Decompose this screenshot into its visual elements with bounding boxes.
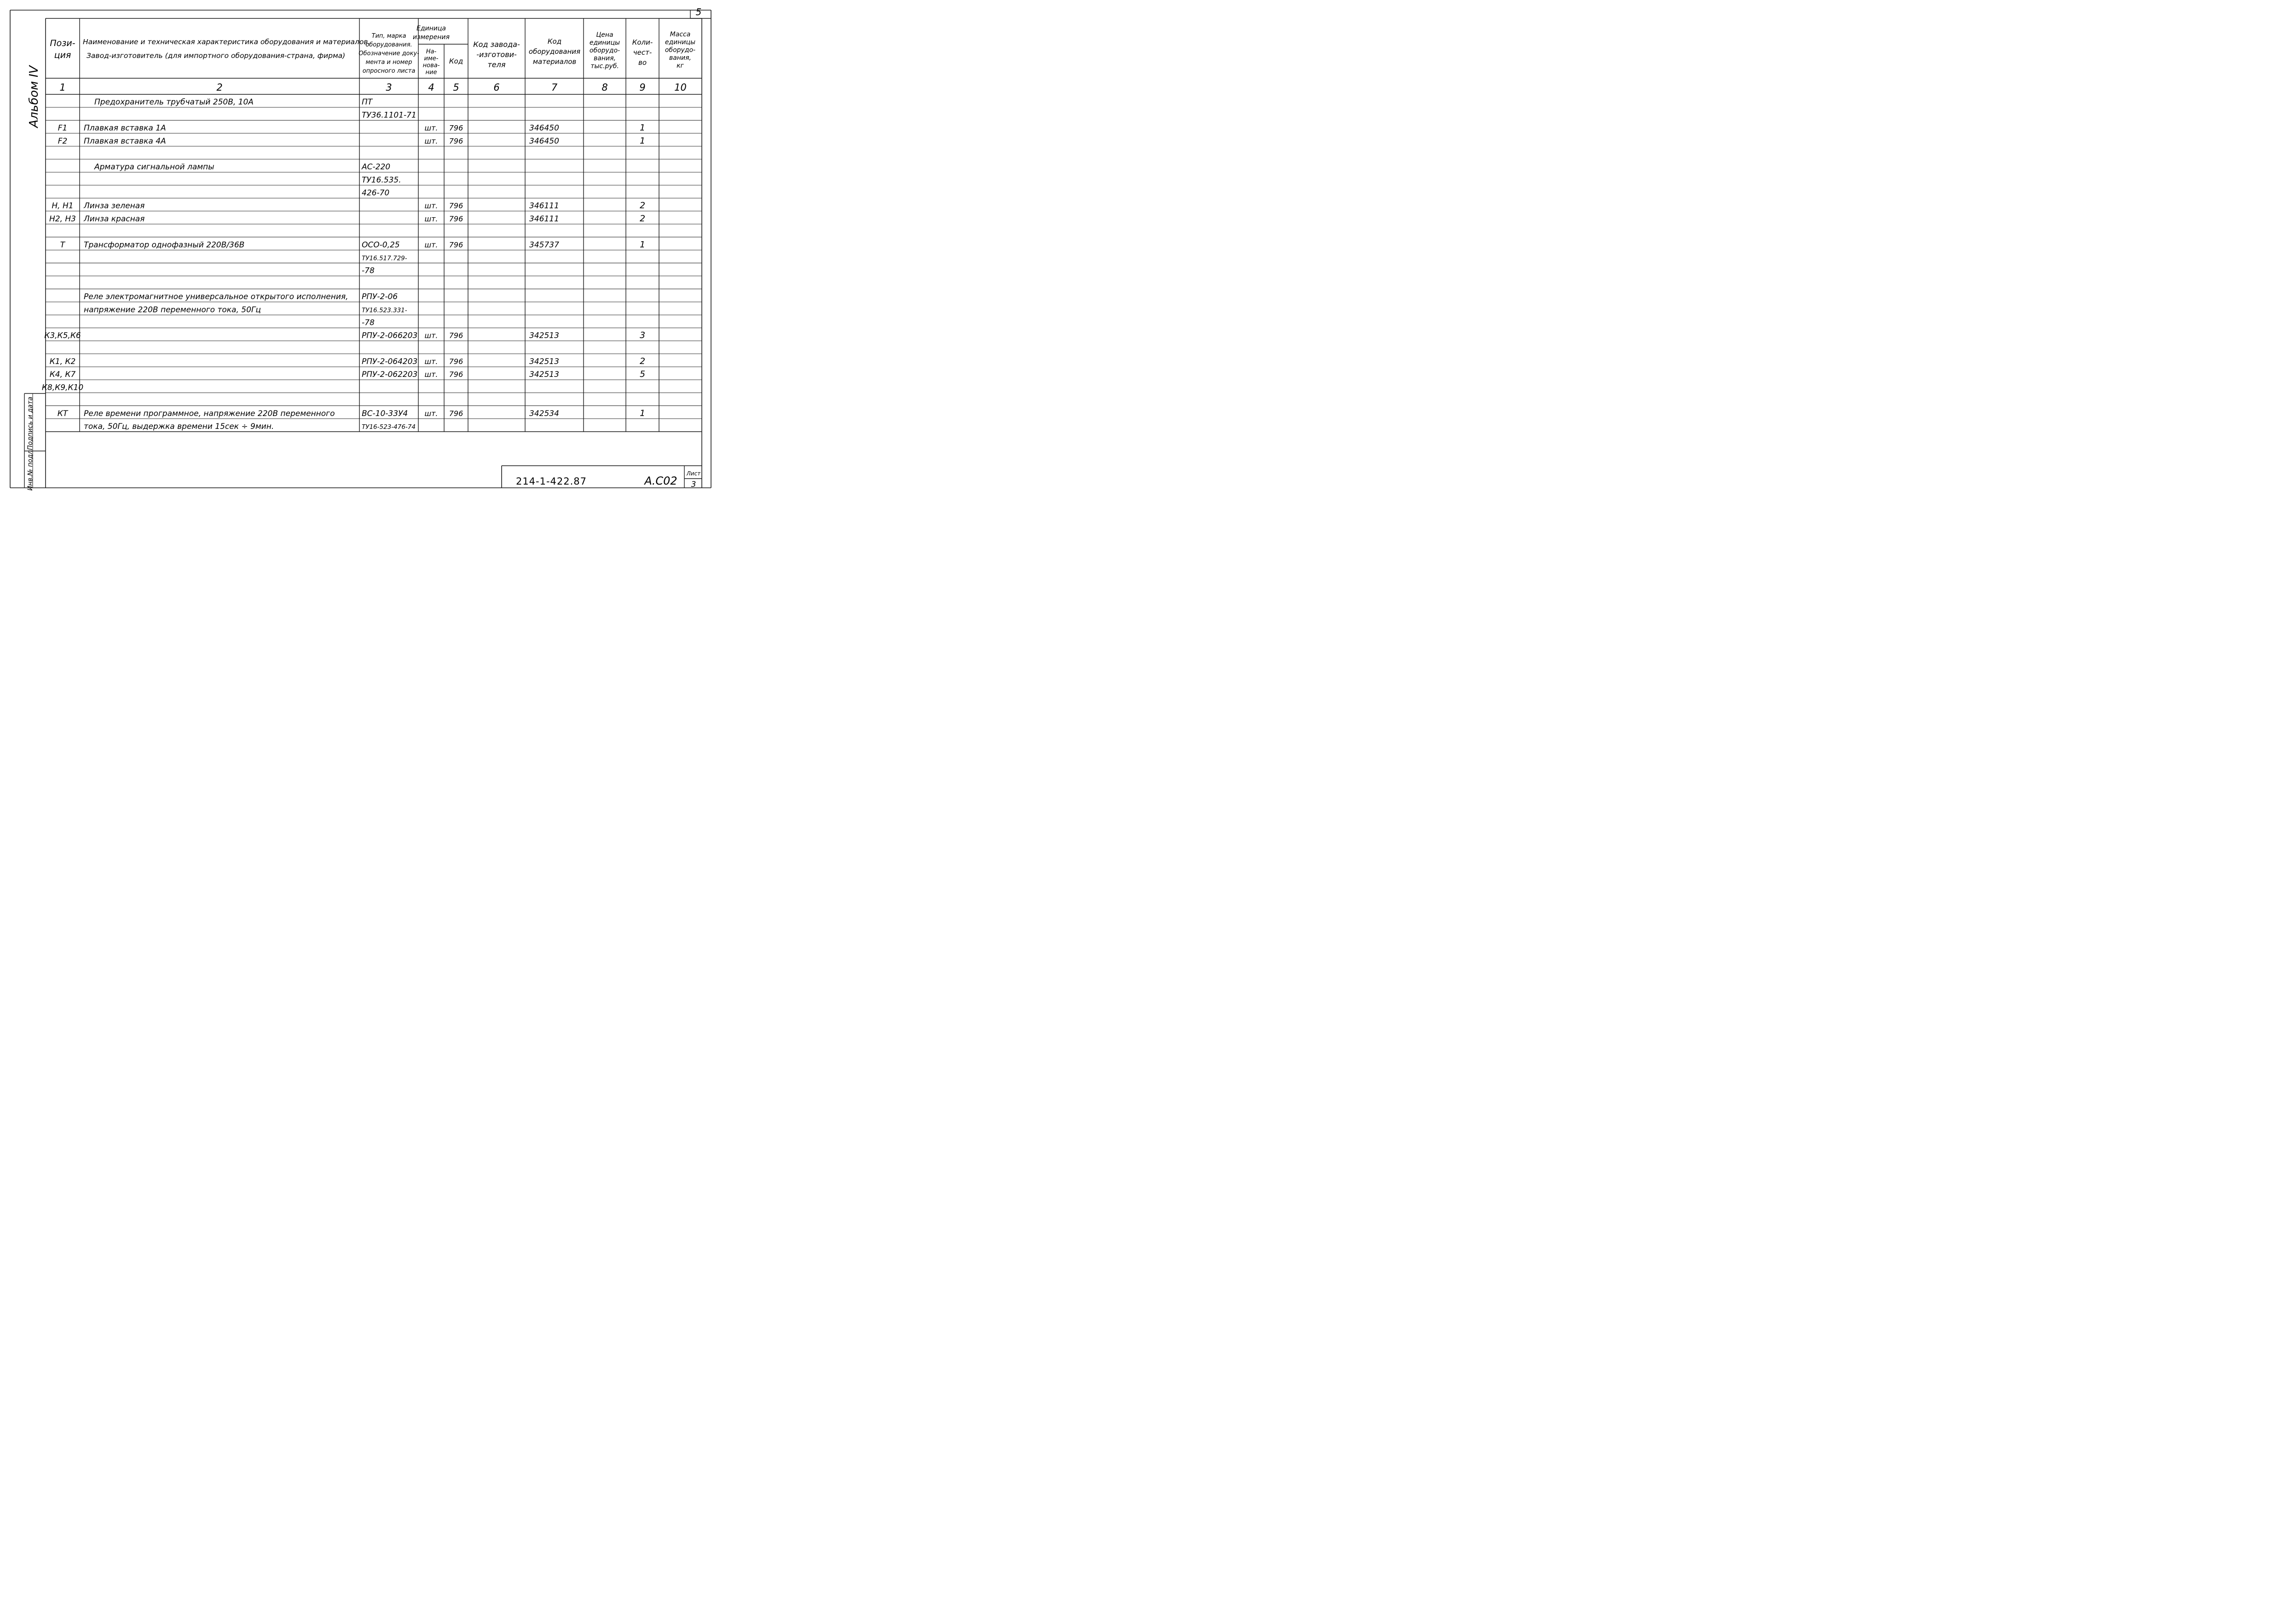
cell-equipment-code: 346450 <box>529 136 559 146</box>
cell-name: Трансформатор однофазный 220В/36В <box>84 240 245 250</box>
cell-unit-code: 796 <box>449 240 463 249</box>
header-type-line: Тип, марка <box>371 33 406 40</box>
table-row <box>42 383 83 392</box>
table-row <box>58 408 645 418</box>
cell-name: Предохранитель трубчатый 250В, 10А <box>94 98 254 107</box>
column-number: 8 <box>601 82 608 93</box>
column-number: 2 <box>216 82 223 93</box>
header-name-line: Завод-изготовитель (для импортного оборудования-страна, фирма) <box>87 52 346 60</box>
header-equipment-code-line: материалов <box>532 58 577 66</box>
cell-type: ВС-10-33У4 <box>362 409 408 418</box>
header-type-line: Обозначение доку- <box>359 50 419 57</box>
cell-equipment-code: 342513 <box>529 331 559 341</box>
cell-unit-code: 796 <box>449 214 463 223</box>
header-position-line: Пози- <box>50 38 75 48</box>
cell-position: К1, К2 <box>49 357 76 367</box>
cell-equipment-code: 346450 <box>529 123 559 133</box>
cell-unit: шт. <box>424 214 438 223</box>
table-row <box>60 239 645 249</box>
cell-quantity: 3 <box>639 330 646 341</box>
cell-position: К4, К7 <box>49 370 76 380</box>
cell-position: Т <box>60 240 65 250</box>
header-type-line: опросного листа <box>362 68 416 75</box>
header-mass-line: оборудо- <box>665 46 696 54</box>
column-number: 6 <box>493 82 500 93</box>
header-unit-name-line: ние <box>425 69 437 76</box>
cell-unit-code: 796 <box>449 201 463 210</box>
inventory-number-label: Инв.№ подл. <box>27 448 34 491</box>
cell-unit: шт. <box>424 409 438 418</box>
cell-name: напряжение 220В переменного тока, 50Гц <box>84 305 261 315</box>
table-row <box>49 214 645 224</box>
cell-unit-code: 796 <box>449 357 463 366</box>
cell-type: -78 <box>362 266 375 276</box>
header-unit-name-line: На- <box>426 48 437 55</box>
table-row <box>362 175 401 185</box>
column-number: 1 <box>59 82 66 93</box>
table-row <box>362 266 375 276</box>
cell-name: тока, 50Гц, выдержка времени 15сек ÷ 9мин. <box>84 422 274 431</box>
header-mass-line: вания, <box>669 54 691 62</box>
cell-quantity: 1 <box>639 135 646 146</box>
header-manufacturer-code-line: -изготови- <box>476 50 517 59</box>
header-quantity-line: во <box>638 58 647 67</box>
cell-unit: шт. <box>424 331 438 340</box>
cell-name: Плавкая вставка 4А <box>84 136 166 146</box>
table-row <box>52 201 645 211</box>
table-row <box>58 136 645 146</box>
table-row <box>50 356 645 366</box>
cell-type: РПУ-2-062203 <box>362 370 418 380</box>
header-unit-name-line: нова- <box>422 62 440 69</box>
header-name-line: Наименование и техническая характеристика оборудования и материалов. <box>83 38 370 46</box>
table-row <box>44 330 645 341</box>
cell-quantity: 5 <box>639 369 646 380</box>
table-row <box>50 369 645 379</box>
signature-date-label: Подпись и дата <box>27 397 34 450</box>
column-number: 5 <box>453 82 459 93</box>
sheet-no: 3 <box>691 480 696 489</box>
column-number: 10 <box>674 82 687 93</box>
sheet-label: Лист <box>686 470 701 477</box>
cell-quantity: 2 <box>639 213 646 224</box>
header-mass-line: кг <box>677 62 684 69</box>
cell-type: ОСО-0,25 <box>362 240 400 250</box>
cell-type: РПУ-2-064203 <box>362 357 418 367</box>
cell-name: Линза зеленая <box>84 201 145 211</box>
column-number: 9 <box>639 82 646 93</box>
cell-position: КТ <box>57 409 68 418</box>
cell-position: F1 <box>58 123 68 133</box>
header-unit-group-line: Единица <box>416 25 446 32</box>
cell-type: ТУ36.1101-71 <box>362 110 416 120</box>
table-row <box>362 318 375 327</box>
table-row <box>362 189 389 198</box>
cell-equipment-code: 345737 <box>529 240 559 250</box>
header-price-line: Цена <box>596 31 613 39</box>
column-number: 7 <box>551 82 558 93</box>
cell-position: Н2, Н3 <box>49 214 76 224</box>
cell-type: -78 <box>362 318 375 328</box>
cell-equipment-code: 342513 <box>529 357 559 367</box>
cell-unit-code: 796 <box>449 370 463 379</box>
table-row <box>84 422 416 431</box>
header-mass-line: единицы <box>665 39 696 46</box>
cell-position: К3,К5,К6 <box>44 331 81 341</box>
cell-quantity: 2 <box>639 356 646 367</box>
cell-unit: шт. <box>424 357 438 366</box>
drawing-sheet <box>0 0 722 505</box>
cell-unit: шт. <box>424 240 438 249</box>
cell-type: ТУ16.517.729- <box>362 254 407 262</box>
header-price-line: тыс.руб. <box>590 63 619 70</box>
cell-type: 426-70 <box>362 188 390 198</box>
cell-unit-code: 796 <box>449 331 463 340</box>
header-position-line: ция <box>54 50 71 60</box>
cell-unit: шт. <box>424 136 438 145</box>
cell-equipment-code: 346111 <box>529 201 559 211</box>
table-row <box>84 305 407 314</box>
table-header <box>50 25 695 76</box>
cell-quantity: 1 <box>639 122 646 133</box>
column-numbers-row <box>59 82 687 93</box>
table-row <box>362 255 407 262</box>
cell-unit-code: 796 <box>449 123 463 133</box>
header-price-line: вания, <box>594 55 616 62</box>
header-price-line: оборудо- <box>589 47 620 54</box>
cell-unit: шт. <box>424 201 438 210</box>
cell-type: ТУ16-523-476-74 <box>362 423 416 431</box>
header-price-line: единицы <box>589 39 620 46</box>
cell-type: ТУ16.523.331- <box>362 306 407 314</box>
table-row <box>94 98 373 107</box>
cell-quantity: 2 <box>639 200 646 211</box>
cell-unit-code: 796 <box>449 136 463 145</box>
cell-name: Линза красная <box>84 214 145 224</box>
cell-equipment-code: 342534 <box>529 409 559 418</box>
document-code: 214-1-422.87 <box>515 476 587 487</box>
cell-name: Плавкая вставка 1А <box>84 123 166 133</box>
column-number: 3 <box>386 82 392 93</box>
cell-quantity: 1 <box>639 408 646 418</box>
cell-equipment-code: 342513 <box>529 370 559 380</box>
cell-quantity: 1 <box>639 239 646 250</box>
specification-table <box>0 0 722 505</box>
header-type-line: оборудования. <box>365 41 412 48</box>
header-quantity-line: Коли- <box>632 38 653 46</box>
header-type-line: мента и номер <box>365 59 412 66</box>
cell-type: РПУ-2-06 <box>362 292 398 302</box>
cell-name: Реле времени программное, напряжение 220В переменного <box>84 409 335 418</box>
cell-name: Реле электромагнитное универсальное открытого исполнения, <box>84 292 348 302</box>
cell-name: Арматура сигнальной лампы <box>94 162 214 172</box>
table-row <box>362 110 416 120</box>
cell-type: АС-220 <box>362 162 391 172</box>
sheet-code: А.С02 <box>644 474 677 487</box>
header-unit-group-line: измерения <box>413 34 450 41</box>
header-manufacturer-code-line: Код завода- <box>473 40 520 49</box>
header-unit-name-line: име- <box>424 55 439 62</box>
table-body <box>42 98 645 431</box>
table-row <box>94 162 390 172</box>
cell-equipment-code: 346111 <box>529 214 559 224</box>
table-row <box>58 123 645 133</box>
table-row <box>84 292 398 301</box>
cell-unit: шт. <box>424 370 438 379</box>
cell-type: РПУ-2-066203 <box>362 331 418 341</box>
header-equipment-code-line: Код <box>547 37 562 46</box>
cell-type: ТУ16.535. <box>362 175 401 185</box>
header-quantity-line: чест- <box>633 48 652 57</box>
header-equipment-code-line: оборудования <box>528 47 581 56</box>
column-number: 4 <box>428 82 434 93</box>
album-label: Альбом IV <box>27 65 41 128</box>
cell-position: F2 <box>58 136 68 146</box>
header-manufacturer-code-line: теля <box>487 60 506 69</box>
header-unit-code: Код <box>449 57 463 65</box>
cell-unit: шт. <box>424 123 438 133</box>
cell-type: ПТ <box>362 98 373 107</box>
cell-unit-code: 796 <box>449 409 463 418</box>
sheet-number: 5 <box>695 6 702 17</box>
header-mass-line: Масса <box>670 31 691 38</box>
cell-position: Н, Н1 <box>52 201 74 211</box>
cell-position: К8,К9,К10 <box>41 383 84 393</box>
